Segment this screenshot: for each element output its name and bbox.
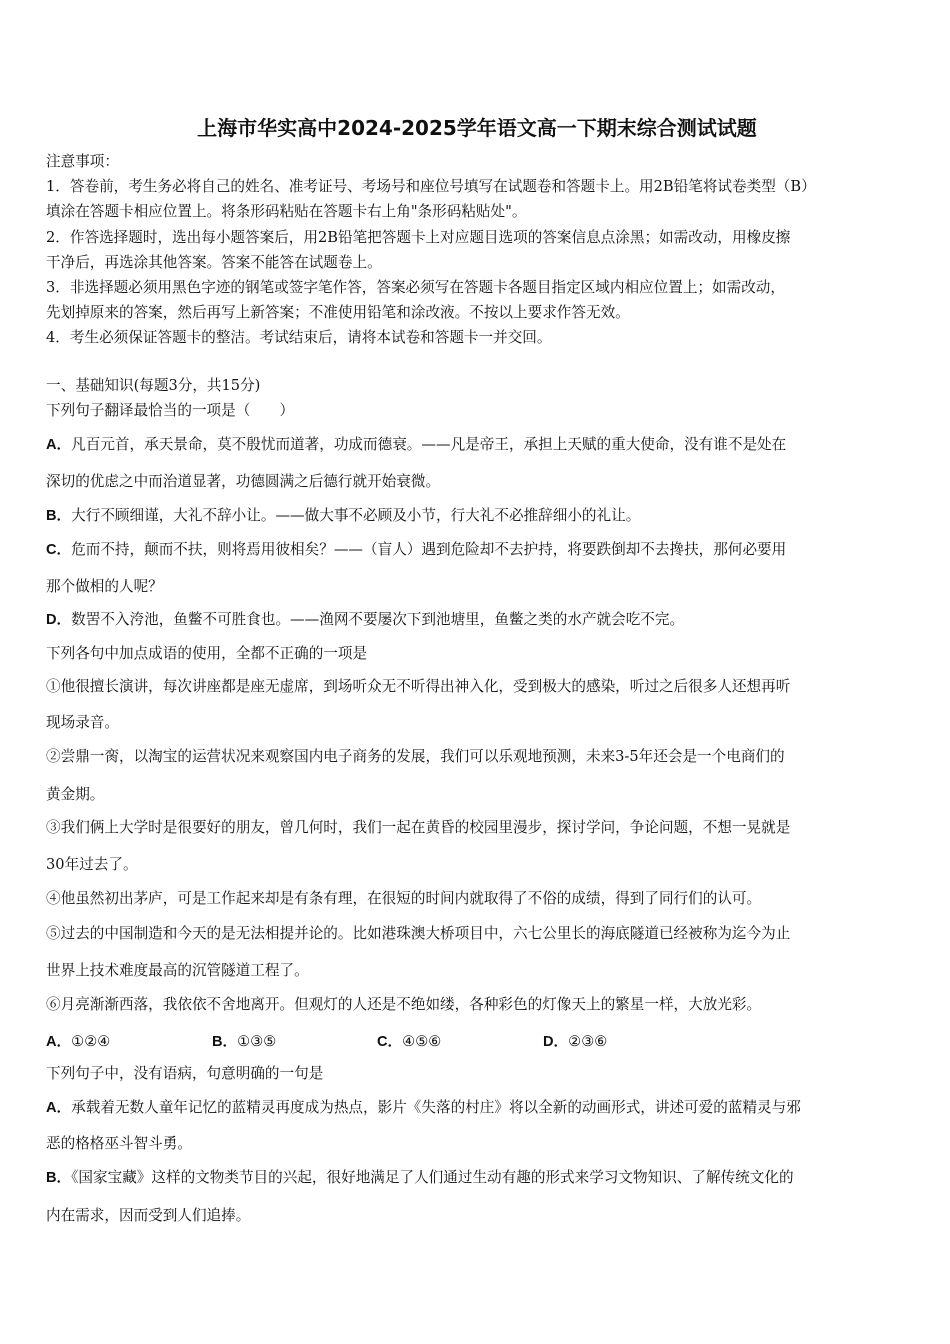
q3-stem: 下列句子中，没有语病，句意明确的一句是 xyxy=(46,1065,324,1082)
q2-sentence-6: ⑥月亮渐渐西落，我依依不舍地离开。但观灯的人还是不绝如缕，各种彩色的灯像天上的繁星一样，大放光彩。 xyxy=(46,996,762,1013)
option-label: D． xyxy=(543,1034,569,1050)
option-label: A． xyxy=(46,1034,72,1050)
q1-stem: 下列句子翻译最恰当的一项是（ ） xyxy=(46,402,295,419)
q2-sentence-3: ③我们俩上大学时是很要好的朋友，曾几何时，我们一起在黄昏的校园里漫步，探讨学问，争论问题，不想一晃就是 xyxy=(46,819,791,836)
option-text: ②③⑥ xyxy=(568,1033,608,1050)
q2-option-b xyxy=(212,1030,276,1051)
notice-line: 4．考生必须保证答题卡的整洁。考试结束后，请将本试卷和答题卡一并交回。 xyxy=(46,329,552,346)
section-heading: 一、基础知识(每题3分，共15分) xyxy=(46,377,261,394)
option-text: ①②④ xyxy=(71,1033,111,1050)
notice-line: 填涂在答题卡相应位置上。将条形码粘贴在答题卡右上角"条形码粘贴处"。 xyxy=(46,203,527,220)
q3-option-b-cont: 内在需求，因而受到人们追捧。 xyxy=(46,1207,251,1224)
option-text: 数罟不入洿池，鱼鳖不可胜食也。——渔网不要屡次下到池塘里，鱼鳖之类的水产就会吃不完。 xyxy=(71,611,685,628)
q2-sentence-2-cont: 黄金期。 xyxy=(46,786,105,803)
q2-option-a xyxy=(46,1030,110,1051)
notice-line: 先划掉原来的答案，然后再写上新答案；不准使用铅笔和涂改液。不按以上要求作答无效。 xyxy=(46,304,630,321)
q2-options xyxy=(46,1030,908,1050)
notice-heading: 注意事项： xyxy=(46,153,119,170)
option-label: B． xyxy=(46,508,72,524)
option-text: 危而不持，颠而不扶，则将焉用彼相矣？——（盲人）遇到危险却不去护持，将要跌倒却不去搀扶，那何必要用 xyxy=(71,541,787,558)
q2-stem: 下列各句中加点成语的使用，全都不正确的一项是 xyxy=(46,645,368,662)
q1-option-a-cont: 深切的优虑之中而治道显著，功德圆满之后德行就开始衰微。 xyxy=(46,473,441,490)
q2-sentence-5-cont: 世界上技术难度最高的沉管隧道工程了。 xyxy=(46,962,309,979)
option-text: ④⑤⑥ xyxy=(402,1033,442,1050)
q2-sentence-1: ①他很擅长演讲，每次讲座都是座无虚席，到场听众无不听得出神入化，受到极大的感染，听过之后很多人还想再听 xyxy=(46,678,791,695)
q3-option-a-cont: 恶的格格巫斗智斗勇。 xyxy=(46,1135,192,1152)
option-label: A． xyxy=(46,1100,72,1116)
q1-option-b xyxy=(46,506,640,526)
option-label: D． xyxy=(46,612,72,628)
option-label: B． xyxy=(46,1170,72,1186)
q2-sentence-3-cont: 30年过去了。 xyxy=(46,856,138,873)
option-text: 《国家宝藏》这样的文物类节目的兴起，很好地满足了人们通过生动有趣的形式来学习文物知识、了解传统文化的 xyxy=(71,1169,794,1186)
option-label: C． xyxy=(46,542,72,558)
q2-sentence-1-cont: 现场录音。 xyxy=(46,714,119,731)
q3-option-a xyxy=(46,1098,801,1118)
option-text: 凡百元首，承天景命，莫不殷忧而道著，功成而德衰。——凡是帝王，承担上天赋的重大使命，没有谁不是处在 xyxy=(71,436,787,453)
q2-sentence-5: ⑤过去的中国制造和今天的是无法相提并论的。比如港珠澳大桥项目中，六七公里长的海底隧道已经被称为迄今为止 xyxy=(46,925,791,942)
q1-option-c-cont: 那个做相的人呢？ xyxy=(46,578,163,595)
q3-option-b xyxy=(46,1168,794,1188)
option-label: A． xyxy=(46,437,72,453)
q2-sentence-4: ④他虽然初出茅庐，可是工作起来却是有条有理，在很短的时间内就取得了不俗的成绩，得到了同行们的认可。 xyxy=(46,890,762,907)
q2-option-c xyxy=(377,1030,441,1051)
notice-line: 3．非选择题必须用黑色字迹的钢笔或签字笔作答，答案必须写在答题卡各题目指定区域内相应位置上；如需改动， xyxy=(46,279,785,296)
option-text: ①③⑤ xyxy=(237,1033,277,1050)
q1-option-c xyxy=(46,540,786,560)
option-label: B． xyxy=(212,1034,238,1050)
option-text: 大行不顾细谨，大礼不辞小让。——做大事不必顾及小节，行大礼不必推辞细小的礼让。 xyxy=(71,507,641,524)
notice-line: 干净后，再选涂其他答案。答案不能答在试题卷上。 xyxy=(46,254,382,271)
option-label: C． xyxy=(377,1034,403,1050)
q1-option-a xyxy=(46,435,786,455)
notice-line: 1．答卷前，考生务必将自己的姓名、准考证号、考场号和座位号填写在试题卷和答题卡上。用2B铅笔将试卷类型（B） xyxy=(46,178,816,195)
q1-option-d xyxy=(46,610,684,630)
q2-sentence-2: ②尝鼎一脔，以淘宝的运营状况来观察国内电子商务的发展，我们可以乐观地预测，未来3-5年还会是一个电商们的 xyxy=(46,748,785,765)
notice-line: 2．作答选择题时，选出每小题答案后，用2B铅笔把答题卡上对应题目选项的答案信息点涂黑；如需改动，用橡皮擦 xyxy=(46,229,791,246)
q2-option-d xyxy=(543,1030,607,1051)
exam-title: 上海市华实高中2024-2025学年语文高一下期末综合测试试题 xyxy=(197,116,757,140)
option-text: 承载着无数人童年记忆的蓝精灵再度成为热点，影片《失落的村庄》将以全新的动画形式，讲述可爱的蓝精灵与邪 xyxy=(71,1099,801,1116)
